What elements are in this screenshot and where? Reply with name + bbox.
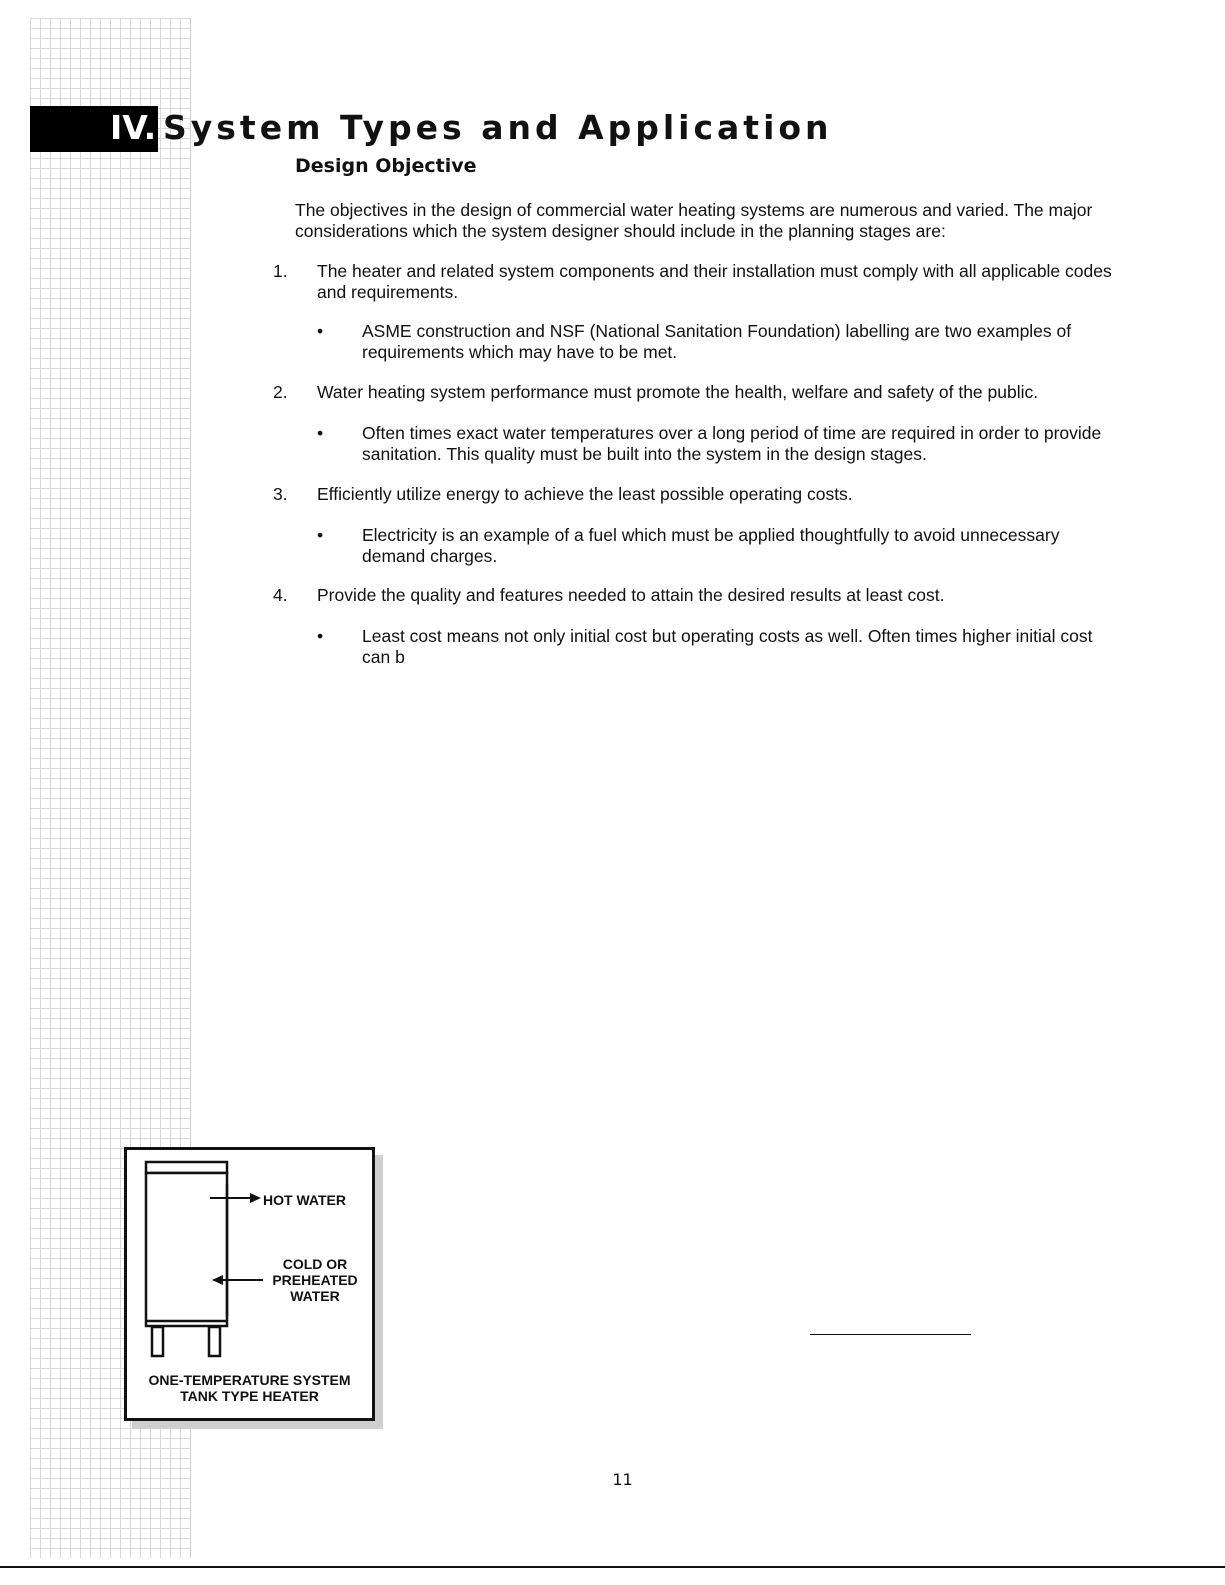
list-item-text: Efficiently utilize energy to achieve the least possible operating costs.	[317, 484, 853, 504]
cold-water-label-line: PREHEATED	[272, 1272, 358, 1288]
horizontal-rule	[810, 1334, 971, 1335]
bullet-icon: •	[317, 423, 324, 443]
bullet-text: Often times exact water temperatures over a long period of time are required in order to provide sanitation. This quality must be built into the system in the design stages.	[362, 423, 1102, 464]
list-number: 2.	[273, 382, 288, 402]
list-item-1	[273, 261, 1125, 303]
figure-caption-line: ONE-TEMPERATURE SYSTEM	[148, 1372, 351, 1388]
bullet-text: Electricity is an example of a fuel which must be applied thoughtfully to avoid unnecessary demand charges.	[362, 525, 1060, 566]
figure-caption-line: TANK TYPE HEATER	[180, 1388, 319, 1404]
subheading: Design Objective	[295, 155, 477, 177]
cold-water-label-line: WATER	[290, 1288, 340, 1304]
hot-water-label: HOT WATER	[263, 1192, 346, 1208]
bullet-item-3	[317, 525, 1117, 567]
list-item-text: The heater and related system components and their installation must comply with all applicable codes and requirements.	[317, 261, 1112, 302]
page-bottom-border	[0, 1566, 1225, 1568]
list-number: 4.	[273, 585, 288, 605]
list-number: 3.	[273, 484, 288, 504]
list-item-2	[273, 382, 1125, 403]
bullet-icon: •	[317, 321, 324, 341]
cold-water-label	[265, 1256, 365, 1304]
cold-water-label-line: COLD OR	[282, 1256, 348, 1272]
bullet-item-2	[317, 423, 1117, 465]
page-number: 11	[612, 1470, 633, 1489]
list-item-text: Water heating system performance must promote the health, welfare and safety of the public.	[317, 382, 1039, 402]
section-number: IV.	[110, 108, 157, 147]
list-item-text: Provide the quality and features needed to attain the desired results at least cost.	[317, 585, 945, 605]
intro-paragraph: The objectives in the design of commercial water heating systems are numerous and varied. The major considerations which the system designer should include in the planning stages are:	[295, 200, 1093, 241]
section-title: System Types and Application	[163, 108, 833, 147]
figure-caption	[127, 1372, 372, 1404]
bullet-item-4	[317, 626, 1117, 668]
bullet-item-1	[317, 321, 1117, 363]
list-item-3	[273, 484, 1125, 505]
list-item-4	[273, 585, 1125, 606]
bullet-text: Least cost means not only initial cost but operating costs as well. Often times higher initial cost can b	[362, 626, 1093, 667]
bullet-icon: •	[317, 525, 324, 545]
list-number: 1.	[273, 261, 288, 281]
bullet-icon: •	[317, 626, 324, 646]
tank-heater-figure	[124, 1147, 375, 1421]
bullet-text: ASME construction and NSF (National Sanitation Foundation) labelling are two examples of requirements which may have to be met.	[362, 321, 1072, 362]
